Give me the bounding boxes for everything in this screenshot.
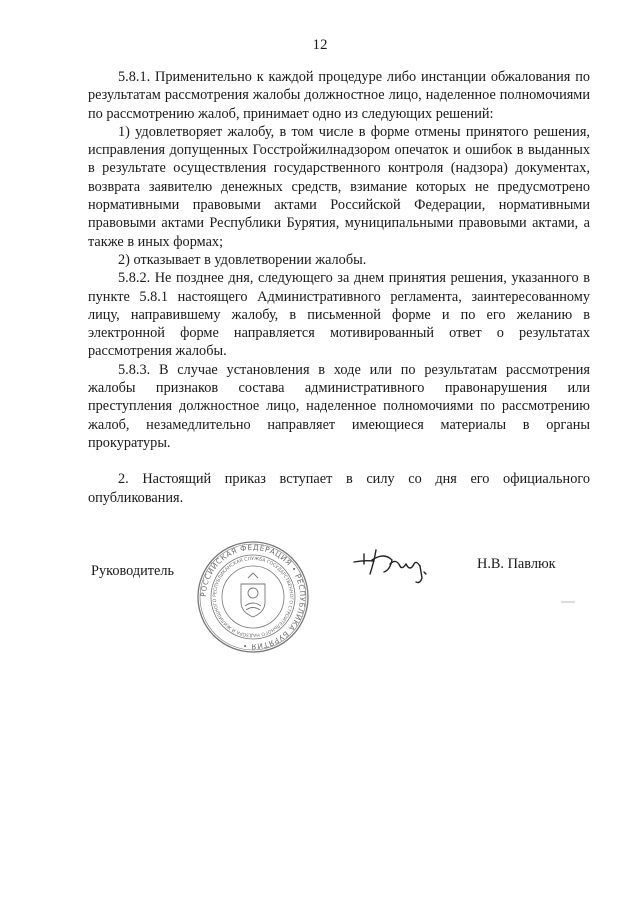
handwritten-signature (350, 542, 440, 586)
official-seal (196, 540, 310, 654)
seal-outer-text: РОССИЙСКАЯ ФЕДЕРАЦИЯ • РЕСПУБЛИКА БУРЯТИЯ • (198, 542, 308, 652)
coat-of-arms-icon (241, 573, 265, 617)
paragraph-5-8-1: 5.8.1. Применительно к каждой процедуре либо инстанции обжалования по результатам рассмотрения жалобы должностное лицо, наделенное полномочиями по рассмотрению жалоб, принимает одно из следующих решений: (88, 69, 590, 122)
seal-inner-text: РЕСПУБЛИКАНСКАЯ СЛУЖБА ГОСУДАРСТВЕННОГО СТРОИТЕЛЬНОГО НАДЗОРА И ЖИЛИЩНОГО (212, 556, 294, 638)
paragraph-item-2: 2) отказывает в удовлетворении жалобы. (118, 251, 367, 268)
paragraph-5-8-3: 5.8.3. В случае установления в ходе или по результатам рассмотрения жалобы признаков состава административного правонарушения или преступления должностное лицо, наделенное полномочиями по рассмотрению жалоб, незамедлительно направляет имеющиеся материалы в органы прокуратуры. (88, 361, 590, 451)
signer-name: Н.В. Павлюк (477, 556, 556, 572)
signature-block (0, 540, 640, 660)
position-title: Руководитель (91, 563, 175, 579)
paragraph-order-effective: 2. Настоящий приказ вступает в силу со дня его официального опубликования. (88, 471, 590, 506)
page-number: 12 (312, 37, 328, 53)
scan-artifact-mark (560, 600, 576, 604)
document-body (88, 68, 590, 507)
paragraph-item-1: 1) удовлетворяет жалобу, в том числе в форме отмены принятого решения, исправления допущенных Госстройжилнадзором опечаток и ошибок в выданных в результате осуществления государственного контроля (надзора) документах, возврата заявителю денежных средств, взимание которых не предусмотрено нормативными правовыми актами Российской Федерации, нормативными правовыми актами Республики Бурятия, муниципальными правовыми актами, а также в иных формах; (88, 123, 590, 250)
paragraph-5-8-2: 5.8.2. Не позднее дня, следующего за днем принятия решения, указанного в пункте 5.8.1 настоящего Административного регламента, заинтересованному лицу, направившему жалобу, в письменной форме и по его желанию в электронной форме направляется мотивированный ответ о результатах рассмотрения жалобы. (88, 270, 590, 360)
